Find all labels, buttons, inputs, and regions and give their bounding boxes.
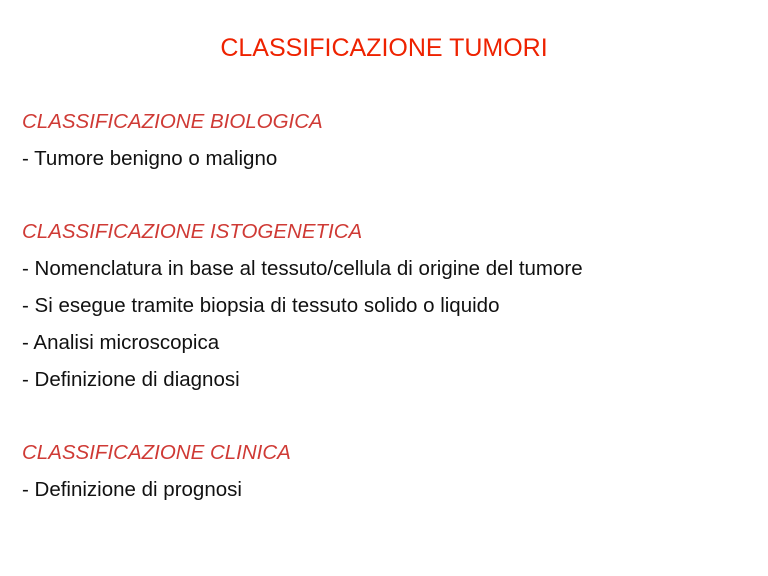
section-heading: CLASSIFICAZIONE BIOLOGICA: [22, 110, 323, 133]
bullet-line: - Tumore benigno o maligno: [22, 147, 278, 170]
section-biologica: [22, 104, 752, 177]
bullet-line: - Definizione di prognosi: [22, 478, 242, 501]
bullet-line: - Nomenclatura in base al tessuto/cellula di origine del tumore: [22, 257, 583, 280]
section-heading: CLASSIFICAZIONE ISTOGENETICA: [22, 220, 363, 243]
bullet-line: - Si esegue tramite biopsia di tessuto solido o liquido: [22, 294, 500, 317]
section-heading: CLASSIFICAZIONE CLINICA: [22, 441, 291, 464]
section-clinica: [22, 435, 752, 508]
section-istogenetica: [22, 214, 752, 398]
slide-title: CLASSIFICAZIONE TUMORI: [220, 34, 548, 62]
bullet-line: - Analisi microscopica: [22, 331, 220, 354]
bullet-line: - Definizione di diagnosi: [22, 368, 240, 391]
